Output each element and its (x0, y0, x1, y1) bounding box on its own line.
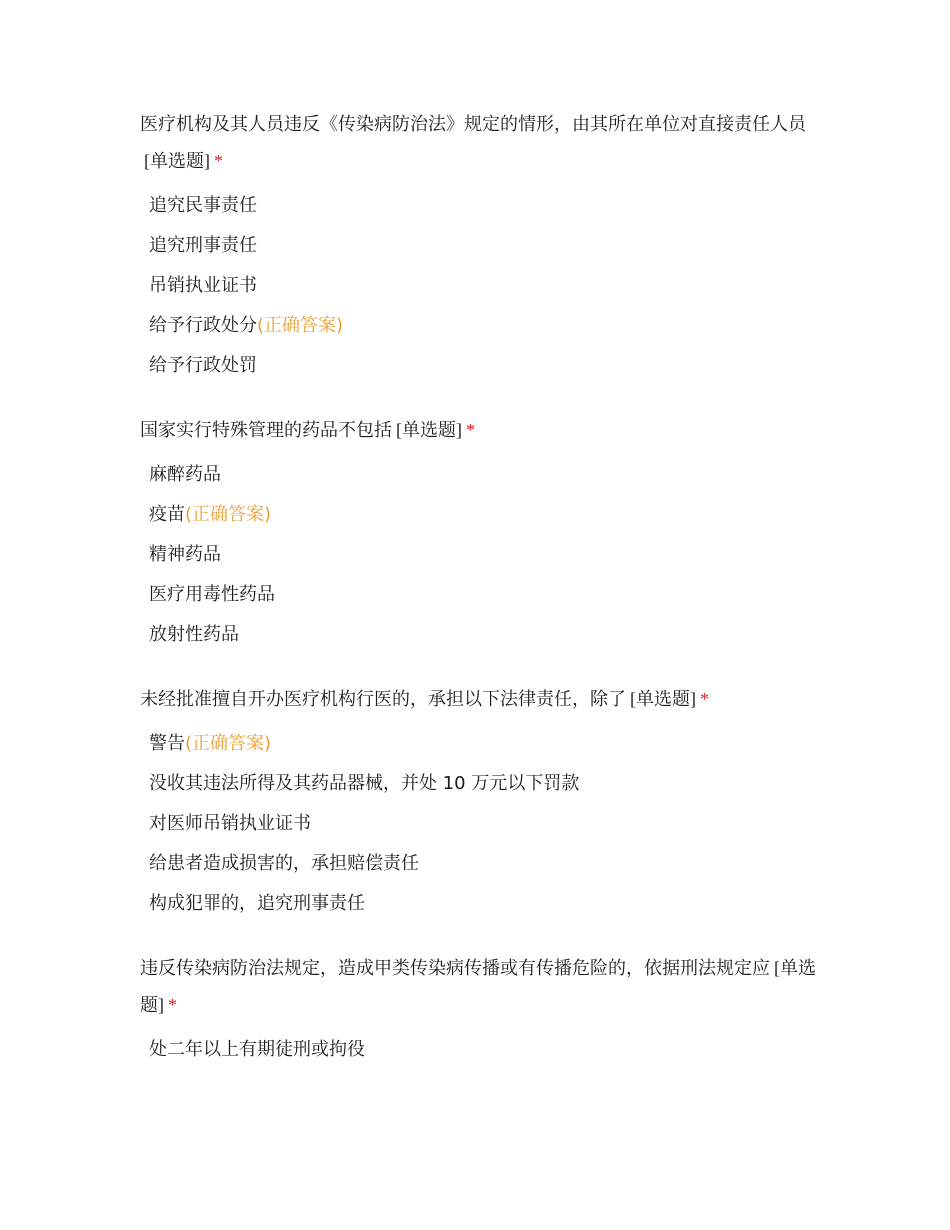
question-title (140, 106, 820, 180)
question-text: 未经批准擅自开办医疗机构行医的，承担以下法律责任，除了 (140, 689, 626, 710)
option-item[interactable] (149, 266, 820, 306)
required-mark: * (168, 995, 177, 1015)
required-mark: * (214, 151, 223, 171)
option-text: 疫苗 (149, 504, 185, 525)
question-4 (140, 950, 820, 1070)
question-type: [单选题] (396, 420, 462, 440)
option-item[interactable] (149, 884, 820, 924)
option-text: 给予行政处分 (149, 315, 257, 336)
option-item[interactable] (149, 575, 820, 615)
question-2 (140, 412, 820, 655)
question-type: [单选题] (140, 958, 816, 1015)
option-item[interactable] (149, 495, 820, 535)
question-title (140, 950, 820, 1024)
option-item[interactable] (149, 804, 820, 844)
option-text: 吊销执业证书 (149, 275, 257, 296)
question-title (140, 412, 820, 449)
option-text: 没收其违法所得及其药品器械，并处 10 万元以下罚款 (149, 773, 580, 794)
option-text: 放射性药品 (149, 624, 239, 645)
survey-document (140, 106, 820, 1096)
correct-answer-label: (正确答案) (185, 733, 272, 754)
question-text: 医疗机构及其人员违反《传染病防治法》规定的情形，由其所在单位对直接责任人员 (140, 114, 806, 135)
option-text: 构成犯罪的，追究刑事责任 (149, 893, 365, 914)
option-text: 麻醉药品 (149, 464, 221, 485)
option-text: 精神药品 (149, 544, 221, 565)
question-text: 违反传染病防治法规定，造成甲类传染病传播或有传播危险的，依据刑法规定应 (140, 958, 770, 979)
option-item[interactable] (149, 535, 820, 575)
question-type: [单选题] (144, 151, 210, 171)
option-text: 对医师吊销执业证书 (149, 813, 311, 834)
option-item[interactable] (149, 1030, 820, 1070)
option-item[interactable] (149, 724, 820, 764)
option-item[interactable] (149, 306, 820, 346)
option-text: 医疗用毒性药品 (149, 584, 275, 605)
option-item[interactable] (149, 615, 820, 655)
option-item[interactable] (149, 844, 820, 884)
question-1 (140, 106, 820, 386)
option-item[interactable] (149, 764, 820, 804)
question-3 (140, 681, 820, 924)
correct-answer-label: (正确答案) (257, 315, 344, 336)
option-text: 给予行政处罚 (149, 355, 257, 376)
option-text: 追究刑事责任 (149, 235, 257, 256)
option-item[interactable] (149, 346, 820, 386)
option-item[interactable] (149, 186, 820, 226)
option-text: 警告 (149, 733, 185, 754)
option-text: 追究民事责任 (149, 195, 257, 216)
option-list (140, 455, 820, 655)
question-type: [单选题] (630, 689, 696, 709)
option-text: 处二年以上有期徒刑或拘役 (149, 1039, 365, 1060)
option-item[interactable] (149, 455, 820, 495)
option-list (140, 1030, 820, 1070)
question-text: 国家实行特殊管理的药品不包括 (140, 420, 392, 441)
option-item[interactable] (149, 226, 820, 266)
option-text: 给患者造成损害的，承担赔偿责任 (149, 853, 419, 874)
option-list (140, 186, 820, 386)
question-title (140, 681, 820, 718)
option-list (140, 724, 820, 924)
required-mark: * (466, 420, 475, 440)
required-mark: * (700, 689, 709, 709)
correct-answer-label: (正确答案) (185, 504, 272, 525)
